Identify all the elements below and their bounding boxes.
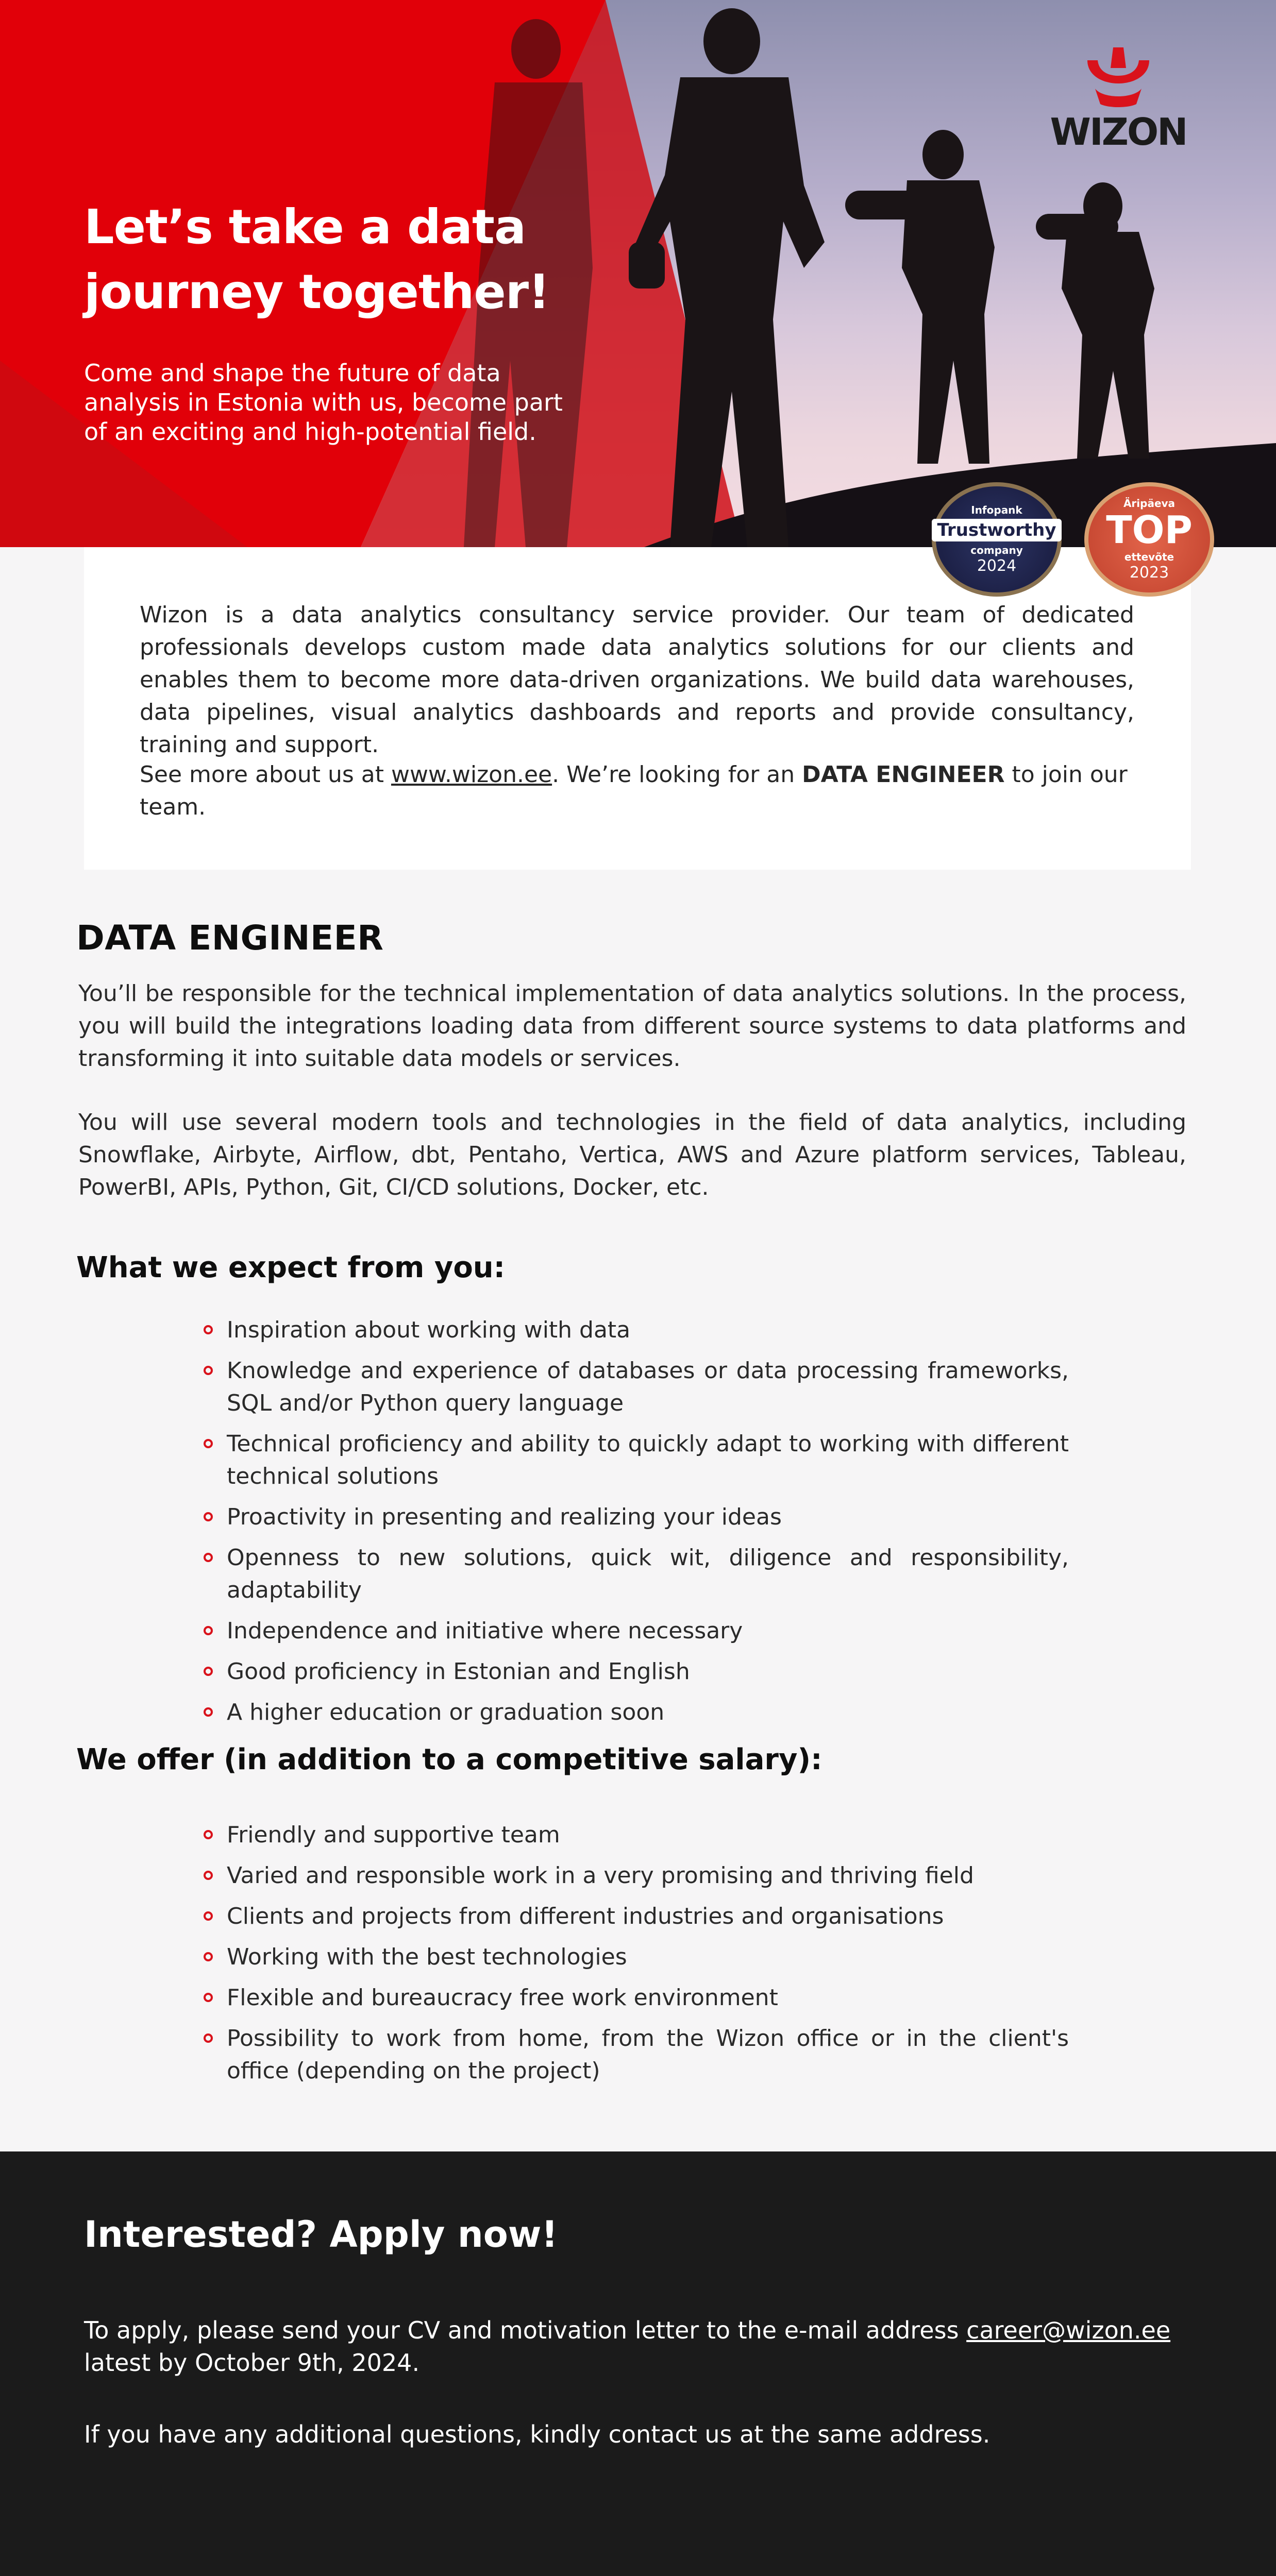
apply-section xyxy=(0,2151,1276,2576)
list-item xyxy=(227,1354,1069,1419)
badge-top-sub: ettevõte xyxy=(1124,551,1174,563)
list-item-text: Good proficiency in Estonian and English xyxy=(227,1658,690,1685)
bullet-icon xyxy=(204,1667,213,1676)
role-bold: DATA ENGINEER xyxy=(802,761,1005,788)
job-paragraph-1: You’ll be responsible for the technical implementation of data analytics solutions. In the process, you will build the integrations loading data from different source systems to data platforms and transforming it into suitable data models or services. xyxy=(78,980,1186,1072)
list-item-text: Inspiration about working with data xyxy=(227,1317,631,1343)
badge-top-year: 2023 xyxy=(1129,564,1169,582)
apply-paragraph-2: If you have any additional questions, kindly contact us at the same address. xyxy=(84,2420,990,2448)
top-company-badge xyxy=(1084,482,1214,597)
offer-heading: We offer (in addition to a competitive salary): xyxy=(76,1743,822,1776)
job-paragraph-2: You will use several modern tools and technologies in the field of data analytics, including Snowflake, Airbyte, Airflow, dbt, Pentaho, Vertica, AWS and Azure platform services, Tableau, PowerBI, APIs, Python, Git, CI/CD solutions, Docker, etc. xyxy=(78,1109,1186,1200)
hero-banner xyxy=(0,0,1276,547)
list-item xyxy=(227,1655,1069,1688)
list-item xyxy=(227,1615,1069,1647)
badge-top-top: Äripäeva xyxy=(1123,497,1176,510)
list-item xyxy=(227,1900,1069,1933)
bullet-icon xyxy=(204,1626,213,1635)
expect-heading: What we expect from you: xyxy=(76,1251,506,1284)
see-more-suffix: to join our team. xyxy=(140,761,1128,820)
bullet-icon xyxy=(204,1325,213,1334)
see-more-prefix: See more about us at xyxy=(140,761,391,788)
bullet-icon xyxy=(204,1993,213,2002)
intro-see-more xyxy=(140,758,1134,823)
apply-p1-suffix: latest by October 9th, 2024. xyxy=(84,2349,420,2377)
website-link[interactable]: www.wizon.ee xyxy=(391,761,552,788)
trustworthy-company-badge xyxy=(932,482,1062,597)
hero-title-line1: Let’s take a data xyxy=(84,199,526,255)
intro-card xyxy=(84,547,1191,870)
list-item xyxy=(227,1819,1069,1851)
bullet-icon xyxy=(204,1911,213,1921)
list-item-text: Friendly and supportive team xyxy=(227,1822,560,1848)
list-item xyxy=(227,1941,1069,1973)
badge-trust-top: Infopank xyxy=(971,504,1022,516)
bullet-icon xyxy=(204,1830,213,1839)
list-item-text: Working with the best technologies xyxy=(227,1944,627,1970)
list-item-text: Independence and initiative where necessary xyxy=(227,1618,743,1644)
list-item-text: Flexible and bureaucracy free work environment xyxy=(227,1985,778,2011)
intro-paragraph: Wizon is a data analytics consultancy service provider. Our team of dedicated professionals develops custom made data analytics solutions for our clients and enables them to become more data-driven organizations. We build data warehouses, data pipelines, visual analytics dashboards and reports and provide consultancy, training and support. xyxy=(140,602,1134,758)
job-title: DATA ENGINEER xyxy=(76,918,384,958)
bullet-icon xyxy=(204,1439,213,1448)
bullet-icon xyxy=(204,1553,213,1562)
hero-subtitle: Come and shape the future of data analysis in Estonia with us, become part of an exciting and high-potential field. xyxy=(84,359,563,446)
list-item xyxy=(227,2022,1069,2087)
list-item xyxy=(227,1428,1069,1493)
offer-list xyxy=(227,1819,1069,2095)
badge-trust-sub: company xyxy=(970,544,1023,556)
hero-title xyxy=(84,195,558,325)
list-item xyxy=(227,1501,1069,1533)
list-item xyxy=(227,1981,1069,2014)
hero-title-line2: journey together! xyxy=(84,264,550,319)
wizon-logo-mark xyxy=(1046,47,1190,109)
bullet-icon xyxy=(204,1871,213,1880)
list-item-text: Varied and responsible work in a very promising and thriving field xyxy=(227,1862,974,1889)
see-more-mid: . We’re looking for an xyxy=(552,761,802,788)
expect-list xyxy=(227,1314,1069,1737)
list-item-text: Possibility to work from home, from the Wizon office or in the client's office (depending on the project) xyxy=(227,2025,1069,2084)
list-item xyxy=(227,1314,1069,1346)
apply-title: Interested? Apply now! xyxy=(84,2213,558,2256)
bullet-icon xyxy=(204,2033,213,2043)
list-item xyxy=(227,1541,1069,1606)
list-item-text: Clients and projects from different industries and organisations xyxy=(227,1903,944,1929)
badge-top-main: TOP xyxy=(1106,508,1193,552)
career-email-link[interactable]: career@wizon.ee xyxy=(966,2316,1171,2344)
apply-p1-prefix: To apply, please send your CV and motivation letter to the e-mail address xyxy=(84,2316,967,2344)
badge-trust-main: Trustworthy xyxy=(932,519,1061,541)
list-item-text: A higher education or graduation soon xyxy=(227,1699,665,1725)
bullet-icon xyxy=(204,1366,213,1375)
wizon-logo xyxy=(1046,47,1190,154)
bullet-icon xyxy=(204,1707,213,1717)
list-item-text: Knowledge and experience of databases or data processing frameworks, SQL and/or Python query language xyxy=(227,1358,1069,1416)
list-item-text: Openness to new solutions, quick wit, diligence and responsibility, adaptability xyxy=(227,1545,1069,1603)
list-item xyxy=(227,1696,1069,1728)
list-item-text: Proactivity in presenting and realizing your ideas xyxy=(227,1504,782,1530)
bullet-icon xyxy=(204,1952,213,1961)
apply-paragraph-1 xyxy=(84,2314,1177,2379)
logo-wordmark: WIZON xyxy=(1050,110,1187,154)
bullet-icon xyxy=(204,1512,213,1521)
list-item xyxy=(227,1859,1069,1892)
list-item-text: Technical proficiency and ability to quickly adapt to working with different technical solutions xyxy=(227,1431,1069,1489)
badge-trust-year: 2024 xyxy=(977,557,1017,575)
